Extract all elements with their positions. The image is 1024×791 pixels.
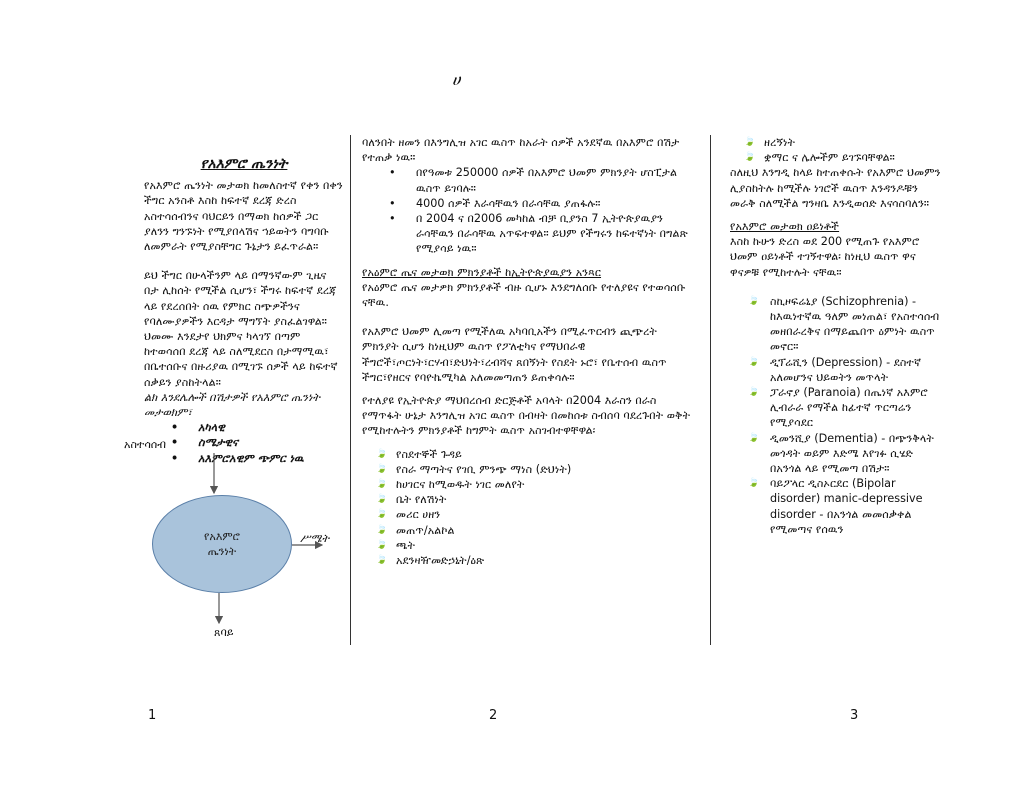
- list-item: 🍃 ፓራኖያ (Paranoia) በጤነኛ አእምሮ ሊብራራ የማችል ከፊተኛ ጥርጣሬን የሚያሳደር: [730, 385, 945, 431]
- statistics-list: [362, 165, 692, 256]
- list-item: • አእምሮአዊም ጭምር ነዉ: [144, 451, 344, 466]
- diagram-label-behaviour: ጸባይ: [214, 626, 234, 639]
- list-item: • 4000 ሰዎች እራሳቸዉን በራሳቸዉ ያጠፋሉ።: [362, 196, 692, 211]
- list-item: • አካላዊ: [144, 420, 344, 435]
- section-heading: የአእምሮ መታወክ ዐይነቶች: [730, 220, 840, 234]
- page-number: 2: [489, 708, 498, 723]
- list-item: 🍃 ዘረኝነት: [730, 135, 945, 150]
- column-1: [124, 135, 344, 639]
- section-title: የአእምሮ ጤንነት: [200, 156, 288, 172]
- list-item: • በ 2004 ና በ2006 መካከል ብቻ ቢያንስ 7 ኢትዮጵያዉያን ራሳቸዉን በራሳቸዉ አጥፍተዋል። ይህም የችግሩን ከፍተኛነት በግልጽ የሚያሳይ ነዉ።: [362, 211, 692, 257]
- intro-paragraph: የአእምሮ ጤንነት መታወክ ከመለስተኛ የቀን በቀን ችግር አንስቶ እስከ ከፍተኛ ደረጃ ድረስ አስተሳሰብንና ባህርይን በማወክ ከሰዎች ጋር ያለንን ግንኙነት የሚያበላሽና ኀይወትን ባግባቡ ለመምራት የሚያስቸግር ጉኔታን ይፈጥራል።: [144, 179, 343, 254]
- diagram-center-label: ጤንነት: [207, 545, 237, 558]
- diagram-center-ellipse: [152, 495, 292, 593]
- body-paragraph: እስከ ኩሁን ድረስ ወደ 200 የሚጠጉ የአእምሮ ህመም ዐይነቶች ተገኝተዋል፡ ከነዚህ ዉስጥ ዋና ዋናዎቹ የሚከተሉት ናቸዉ።: [730, 235, 920, 279]
- list-item: 🍃 ስኪዞፍሬኒያ (Schizophrenia) - ከእዉነተኛዉ ዓለም መነጠል፣ የአስተሳሰብ መዘበራረቅና በማይጨበጥ ዕምነት ዉስጥ መኖር።: [730, 294, 945, 355]
- list-item: • በየዓመቱ 250000 ሰዎች በአእምሮ ህመም ምክንያት ሆስፒታል ዉስጥ ይገባሉ።: [362, 165, 692, 195]
- intro-paragraph: ባለንበት ዘመን በእንግሊዝ አገር ዉስጥ ከአራት ሰዎች አንደኛዉ በአእምሮ በሽታ የተጠቃ ነዉ።: [362, 136, 680, 165]
- list-item: 🍃 የስደተኞች ጉዳይ: [362, 447, 692, 462]
- list-item: 🍃 ከሀገርና ከሚወዱት ነገር መለየት: [362, 477, 692, 492]
- list-item: • ስሜታዊና: [144, 435, 344, 450]
- list-item: 🍃 መጠጥ/አልኮል: [362, 523, 692, 538]
- list-item: 🍃 ቤት የለሽነት: [362, 492, 692, 507]
- list-item: 🍃 መሪር ሀዘን: [362, 507, 692, 522]
- list-item: 🍃 አደንዛዥመድኃኒት/ዕጽ: [362, 553, 692, 568]
- causes-list: [362, 447, 692, 569]
- page-number: 3: [850, 708, 859, 723]
- column-divider-2: [710, 135, 711, 645]
- list-item: 🍃 ቋማር ና ሌሎችም ይገኙባቸዋል።: [730, 150, 945, 165]
- body-paragraph: የአእምሮ ህመም ሊመጣ የሚችለዉ አካባቢአችን በሚፈጥርብን ጪጭረት ምክንያት ሲሆን ከነዚህም ዉስጥ የፖለቲካና የማህበራዊ ችግሮች፣ጦርነት፣ርሃብ፣ድህነት፣ረብሻና ጸበኝነት የስደት ኑሮ፣ የቤተሰብ ዉስጥ ችግር፣የዘርና የባዮኬሚካል አለመመጣጠን ይጠቀሳሉ።: [362, 325, 667, 384]
- list-item: 🍃 የስራ ማጣትና የገቢ ምንጭ ማነስ (ድህነት): [362, 462, 692, 477]
- disorder-types-list: [730, 294, 945, 537]
- diagram-label-thought: አስተሳሰብ: [124, 438, 166, 451]
- column-divider-1: [350, 135, 351, 645]
- body-paragraph: ልክ እንደሌሎች በሽታዎች የአእምሮ ጤንነት መታወክም፣: [144, 390, 320, 420]
- body-paragraph: ይህ ችግር በሁላችንም ላይ በማንኛውም ጊዜና በታ ሊከሰት የሚችል ሲሆን፣ ችግሩ ከፍተኛ ደረጃ ላይ የደረሰበት ሰዉ የምክር ስጭዎችንና የባለሙያዎችን እርዳታ ማግኘት ያስፈልገዋል። ህመሙ እንደታየ ህክምና ካላገኘ በጣም ከተወሳሰበ ደረጃ ላይ ስለሚደርስ በታማሚዉ፣ በቤተሰቡና በዙሪያዉ በሚገኙ ሰዎች ላይ ከፍተኛ ሰቃይን ያስከትላል።: [144, 269, 338, 389]
- causes-list-continued: [730, 135, 945, 165]
- page-number: 1: [148, 708, 157, 723]
- list-item: 🍃 ባይፖላር ዲስኦርደር (Bipolar disorder) manic-depressive disorder - በአንጎል መመሰቃቀል የሚመጣና የሰዉን: [730, 476, 945, 537]
- list-item: 🍃 ጫት: [362, 538, 692, 553]
- column-3: [730, 135, 945, 537]
- body-paragraph: ስለዚህ እንግዲ ከላይ ከተጠቀሱት የአእምሮ ህመምን ሊያስከትሉ ከሚችሉ ነገሮች ዉስጥ እንዳንዶቹን መራቅ ስለሚችል ግንዛቤ እንዲወሰድ እናሳስባለን።: [730, 166, 941, 210]
- body-paragraph: የተለያዩ የኢትዮጵያ ማህበረሰብ ድርጅቶች አባላት በ2004 እራስን በራስ የማጥፋት ሁኔታ እንግሊዝ አገር ዉስጥ በብዛት በመከሰቱ ስብሰባ ባደረጉበት ወቅት የሚከተሉትን ምክንያቶች ከግምት ዉስጥ አስገብተዋቸዋል፡: [362, 394, 691, 438]
- page-header: ሀ: [452, 70, 461, 89]
- diagram-label-emotion: ሥሜት: [300, 532, 330, 545]
- diagram-center-label: የአእምሮ: [204, 530, 240, 543]
- column-2: [362, 135, 692, 568]
- list-item: 🍃 ዲመንሺያ (Dementia) - በጭንቅላት መጎዳት ወይም እድሜ እየገፉ ሲሄድ በአንጎል ላይ የሚመጣ በሽታ።: [730, 431, 945, 477]
- section-heading: የአዕምሮ ጤና መታወክ ምክንያቶች ከኢትዮጵያዉያን አንጻር: [362, 265, 602, 279]
- list-item: 🍃 ዲፕሬሺን (Depression) - ደስተኛ አለመሆንና ህይወትን መጥላት: [730, 355, 945, 385]
- mental-health-diagram: [124, 435, 344, 639]
- body-paragraph: የአዕምሮ ጤና መታዎክ ምክንያቶች ብዙ ሲሆኑ እንደግለሰቡ የተለያዩና የተወሳሰቡ ናቸዉ.: [362, 280, 686, 310]
